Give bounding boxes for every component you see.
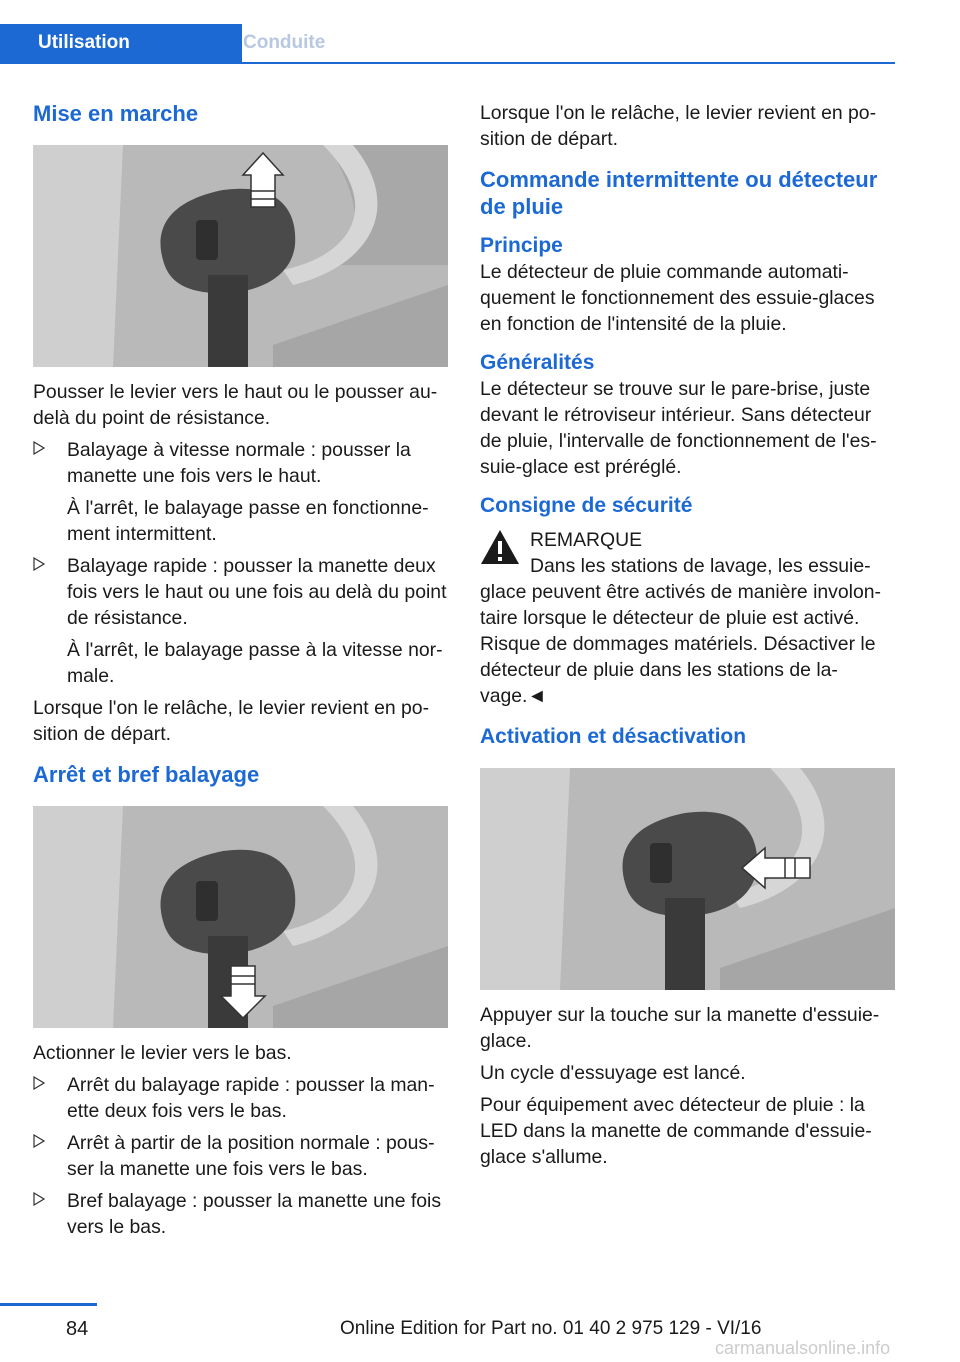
watermark: carmanualsonline.info [715,1338,891,1358]
heading-mise-en-marche: Mise en marche [33,101,199,126]
heading-principe: Principe [480,234,563,257]
paragraph: Pousser le levier vers le haut ou le pousser au-delà du point de résistance. [33,381,438,429]
list-item [33,553,449,689]
right-column [480,100,896,1176]
list-item-text: Arrêt à partir de la position normale : pous-ser la manette une fois vers le bas. [67,1132,435,1180]
triangle-bullet-icon [33,1134,45,1148]
left-column [33,100,449,1246]
list-item-text: Balayage rapide : pousser la manette deux fois vers le haut ou une fois au delà du point de résistance. [67,555,447,629]
tab-conduite[interactable]: Conduite [243,32,326,53]
footer-rule [0,1303,97,1306]
list-item-text: Balayage à vitesse normale : pousser la manette une fois vers le haut. [67,439,411,487]
warning-text: glace peuvent être activés de manière involon-taire lorsque le détecteur de pluie est activé. Risque de dommages matériels. Désactiver le détecteur de pluie dans les stations de la-vage.◄ [480,581,881,707]
triangle-bullet-icon [33,1076,45,1090]
warning-title: REMARQUE [530,529,643,551]
heading-generalites: Généralités [480,351,595,374]
chapter-tabs [0,24,895,64]
list-item-text: Arrêt du balayage rapide : pousser la man-ette deux fois vers le bas. [67,1074,435,1122]
paragraph: Lorsque l'on le relâche, le levier revient en po-sition de départ. [480,102,877,150]
warning-first-line: Dans les stations de lavage, les essuie- [530,555,871,577]
list-item [33,1130,449,1182]
list-item-subtext: À l'arrêt, le balayage passe en fonctionne-ment intermittent. [67,497,429,545]
list-item-text: Bref balayage : pousser la manette une fois vers le bas. [67,1190,442,1238]
heading-arret-bref-balayage: Arrêt et bref balayage [33,762,260,787]
bullet-list [33,437,449,689]
figure-lever-up [33,145,448,367]
edition-line: Online Edition for Part no. 01 40 2 975 129 - VI/16 [340,1318,762,1339]
paragraph: Pour équipement avec détecteur de pluie : la LED dans la manette de commande d'essuie-glace s'allume. [480,1094,872,1168]
paragraph: Le détecteur se trouve sur le pare-brise, juste devant le rétroviseur intérieur. Sans détecteur de pluie, l'intervalle de fonctionnement de l'es-suie-glace est préréglé. [480,378,877,478]
paragraph: Un cycle d'essuyage est lancé. [480,1062,746,1084]
warning-notice [480,527,896,579]
list-item [33,437,449,547]
figure-lever-button [480,768,895,990]
warning-triangle-icon [480,529,520,565]
paragraph: Lorsque l'on le relâche, le levier revient en po-sition de départ. [33,697,430,745]
heading-consigne-securite: Consigne de sécurité [480,494,693,517]
paragraph: Appuyer sur la touche sur la manette d'essuie-glace. [480,1004,880,1052]
figure-lever-down [33,806,448,1028]
bullet-list [33,1072,449,1240]
triangle-bullet-icon [33,1192,45,1206]
heading-activation: Activation et désactivation [480,725,747,748]
tab-utilisation[interactable]: Utilisation [0,24,242,62]
triangle-bullet-icon [33,557,45,571]
paragraph: Le détecteur de pluie commande automati-quement le fonctionnement des essuie-glaces en fonction de l'intensité de la pluie. [480,261,875,335]
list-item [33,1072,449,1124]
list-item-subtext: À l'arrêt, le balayage passe à la vitesse nor-male. [67,639,443,687]
heading-commande-intermittente: Commande intermittente ou détecteur de pluie [480,167,878,219]
paragraph: Actionner le levier vers le bas. [33,1042,292,1064]
page-number: 84 [66,1318,89,1340]
triangle-bullet-icon [33,441,45,455]
list-item [33,1188,449,1240]
